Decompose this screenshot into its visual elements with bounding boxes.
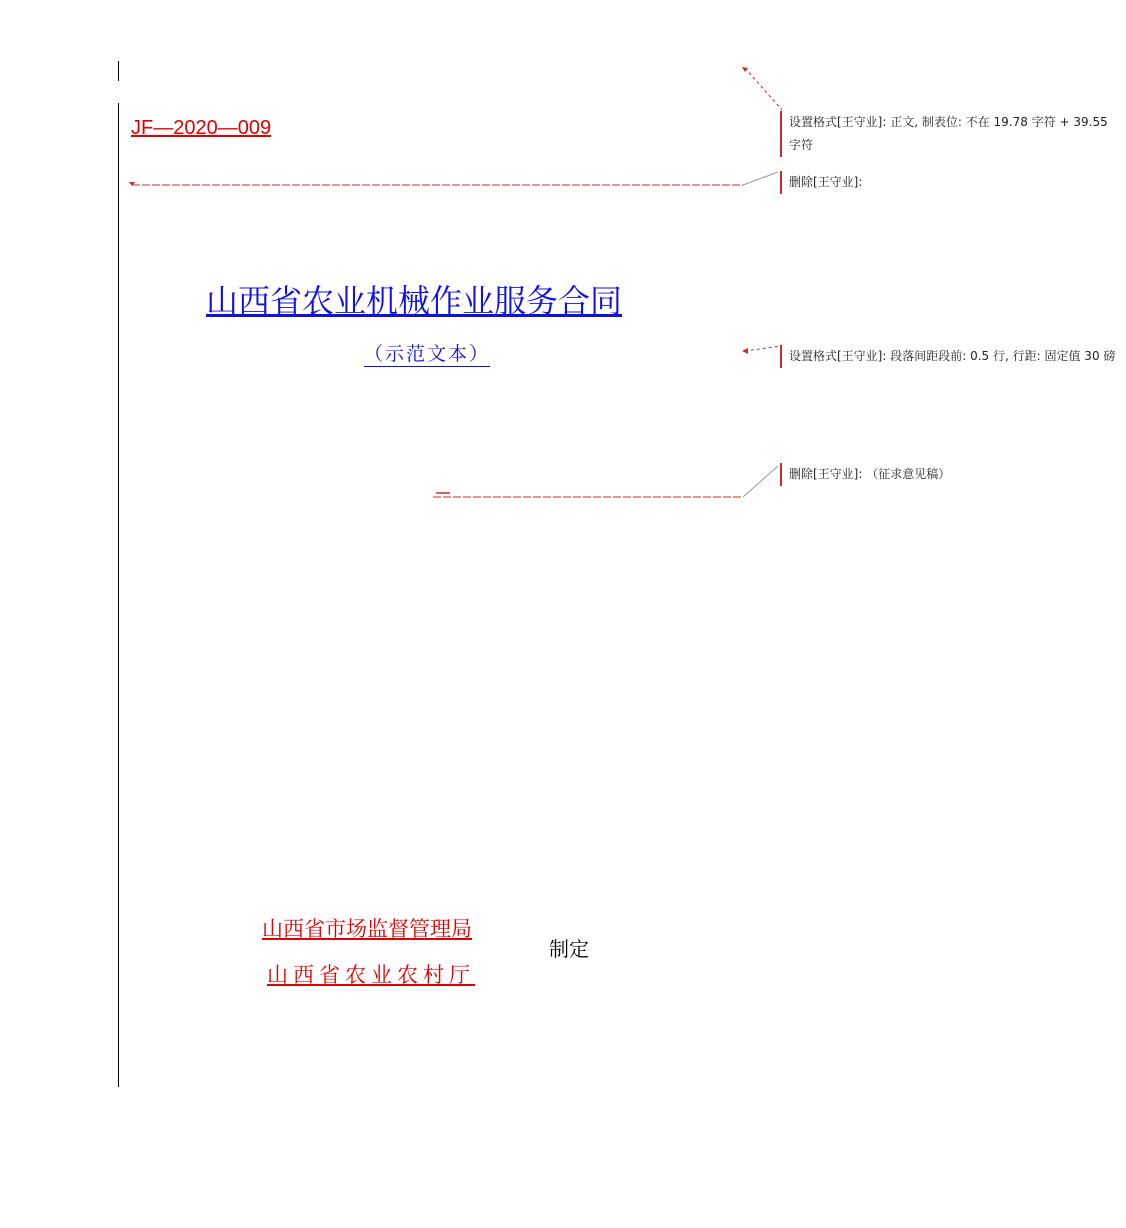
comment-author-label: 删除[王守业]:: [789, 467, 863, 481]
leader-anchor-1: [742, 67, 748, 72]
comment-text: 正文, 制表位: 不在 19.78 字符 + 39.55 字符: [789, 115, 1108, 152]
leader-line-1: [745, 68, 782, 110]
comment-text: 段落间距段前: 0.5 行, 行距: 固定值 30 磅: [890, 349, 1116, 363]
issuer-market-supervision: 山西省市场监督管理局: [262, 917, 472, 941]
leader-line-4b: [743, 466, 778, 497]
leader-line-2b: [743, 172, 778, 185]
contract-subtitle: （示范文本）: [364, 343, 491, 365]
comment-format-spacing[interactable]: [780, 345, 1119, 368]
comment-author-label: 删除[王守业]:: [789, 175, 863, 189]
comment-format-tabstop[interactable]: [780, 111, 1119, 157]
document-code: JF—2020—009: [131, 117, 272, 139]
comment-author-label: 设置格式[王守业]:: [789, 115, 887, 129]
leader-line-3: [745, 346, 781, 351]
issuer-agriculture-department: 山西省农业农村厅: [267, 963, 475, 987]
comment-text: （征求意见稿）: [866, 467, 951, 481]
made-by-label: 制定: [549, 937, 589, 961]
comment-author-label: 设置格式[王守业]:: [789, 349, 887, 363]
comment-delete-draft[interactable]: [780, 463, 1119, 486]
contract-title: 山西省农业机械作业服务合同: [206, 282, 623, 320]
leader-anchor-3: [742, 348, 748, 354]
comment-delete-1[interactable]: [780, 171, 1119, 194]
